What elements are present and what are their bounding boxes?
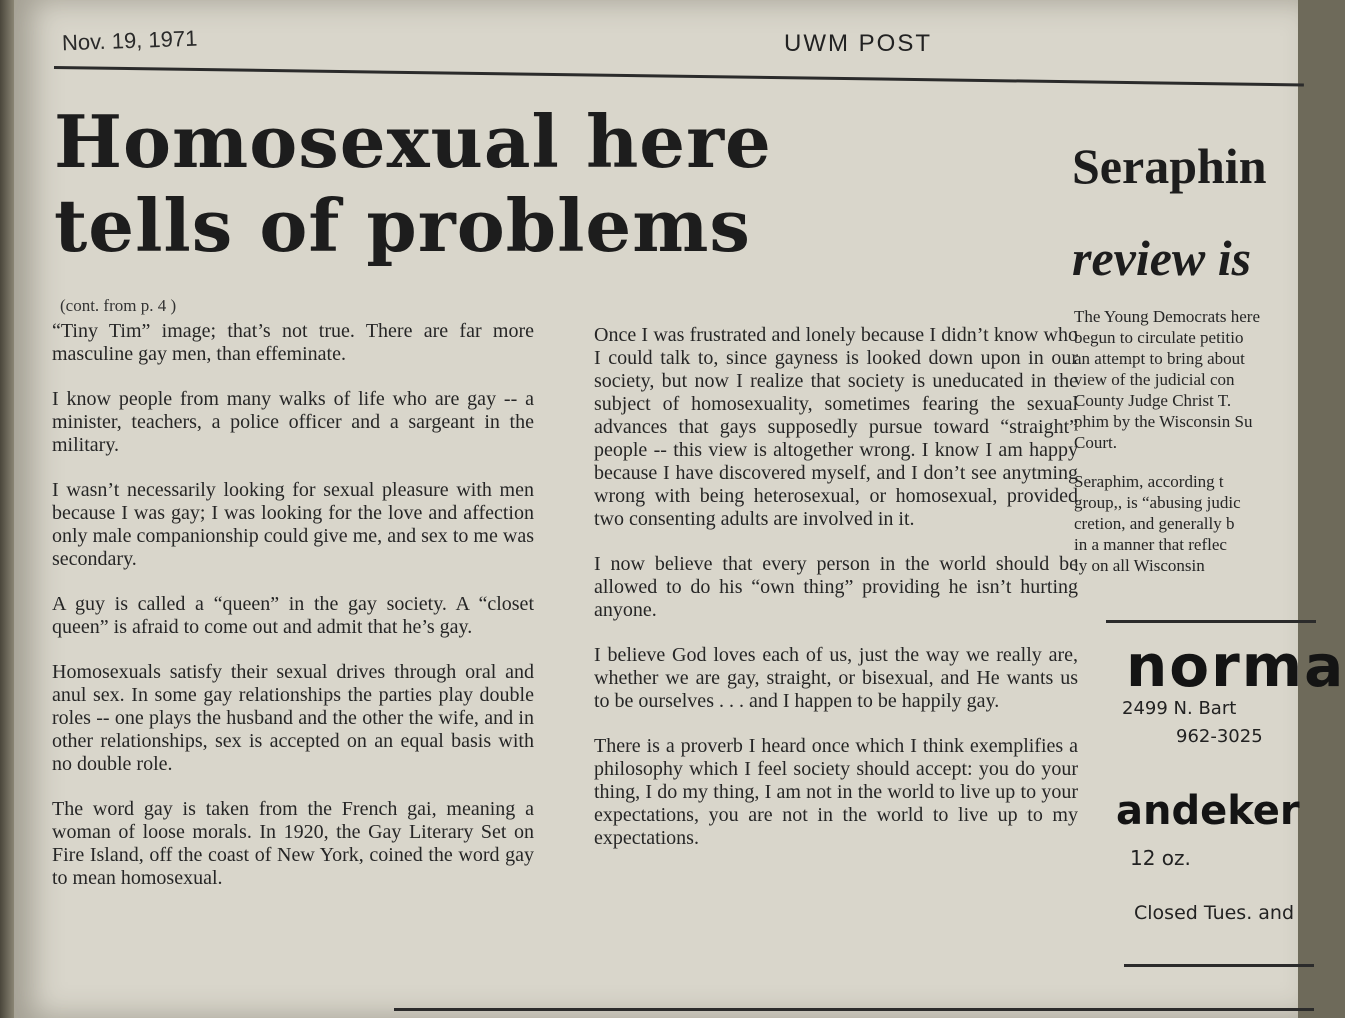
article-paragraph: “Tiny Tim” image; that’s not true. There are far more masculine gay men, than effeminate. [52, 320, 534, 365]
side-article-paragraph-1 [1074, 306, 1314, 453]
side-article-column [1074, 306, 1314, 594]
binding-spine [0, 0, 14, 1018]
article-paragraph: Once I was frustrated and lonely because I didn’t know who I could talk to, since gayness is looked down upon in our society, but now I realize that society is uneducated in the subject of homosexuality, sometimes fearing the sexual advances that gays supposedly pursue toward “straight” people -- this view is altogether wrong. I know I am happy because I have discovered myself, and I don’t see anytming wrong with being heterosexual, or homosexual, provided two consenting adults are involved in it. [594, 324, 1078, 530]
article-paragraph: Homosexuals satisfy their sexual drives through oral and anul sex. In some gay relationships the parties play double roles -- one plays the husband and the other the wife, and in other relationships, sex is accepted on an equal basis with no double role. [52, 661, 534, 775]
ad-size: 12 oz. [1130, 846, 1191, 870]
article-paragraph: I believe God loves each of us, just the way we really are, whether we are gay, straight, or bisexual, and He wants us to be ourselves . . . and I happen to be happily gay. [594, 644, 1078, 712]
ad-phone: 962-3025 [1176, 726, 1263, 747]
article-column-left [52, 320, 534, 912]
side-line: in a manner that reflec [1074, 535, 1227, 554]
side-line: Seraphim, according t [1074, 472, 1224, 491]
article-paragraph: A guy is called a “queen” in the gay society. A “closet queen” is afraid to come out and admit that he’s gay. [52, 593, 534, 638]
article-paragraph: The word gay is taken from the French gai, meaning a woman of loose morals. In 1920, the Gay Literary Set on Fire Island, off the coast of New York, coined the word gay to mean homosexual. [52, 798, 534, 889]
side-line: an attempt to bring about [1074, 349, 1245, 368]
side-article-paragraph-2 [1074, 471, 1314, 576]
article-paragraph: There is a proverb I heard once which I think exemplifies a philosophy which I feel society should accept: you do your thing, I do my thing, I am not in the world to live up to your expectations, you are not in the world to live up to my expectations. [594, 735, 1078, 849]
side-line: County Judge Christ T. [1074, 391, 1232, 410]
ad-rule-bottom [1124, 964, 1314, 967]
side-article-headline [1072, 120, 1332, 304]
ad-address: 2499 N. Bart [1122, 698, 1237, 719]
side-line: cretion, and generally b [1074, 514, 1235, 533]
headline-line-2: tells of problems [54, 183, 751, 268]
ad-rule-top [1106, 620, 1316, 623]
side-line: group,, is “abusing judic [1074, 493, 1241, 512]
article-paragraph: I wasn’t necessarily looking for sexual pleasure with men because I was gay; I was looking for the love and affection only male companionship could give me, and sex to me was secondary. [52, 479, 534, 570]
ad-brand-logo: norma [1126, 632, 1345, 700]
header-rule [54, 66, 1304, 86]
side-line: Court. [1074, 433, 1117, 452]
side-headline-line-1: Seraphin [1072, 138, 1267, 194]
newspaper-page [14, 0, 1345, 1018]
ad-beer-logo: andeker [1116, 788, 1300, 834]
headline-line-1: Homosexual here [54, 99, 772, 184]
ad-hours: Closed Tues. and [1134, 902, 1295, 924]
side-headline-line-2: review is [1072, 230, 1252, 286]
continued-note: (cont. from p. 4 ) [60, 296, 177, 315]
article-column-middle [594, 324, 1078, 872]
side-line: phim by the Wisconsin Su [1074, 412, 1253, 431]
bottom-rule [394, 1008, 1314, 1011]
issue-date: Nov. 19, 1971 [61, 25, 198, 56]
side-line: begun to circulate petitio [1074, 328, 1244, 347]
article-paragraph: I know people from many walks of life who are gay -- a minister, teachers, a police officer and a sargeant in the military. [52, 388, 534, 456]
side-line: view of the judicial con [1074, 370, 1235, 389]
publication-name: UWM POST [784, 30, 932, 57]
side-line: The Young Democrats here [1074, 307, 1261, 326]
article-paragraph: I now believe that every person in the world should be allowed to do his “own thing” providing he isn’t hurting anyone. [594, 553, 1078, 621]
side-line: ly on all Wisconsin [1074, 556, 1205, 575]
article-headline [54, 100, 774, 268]
